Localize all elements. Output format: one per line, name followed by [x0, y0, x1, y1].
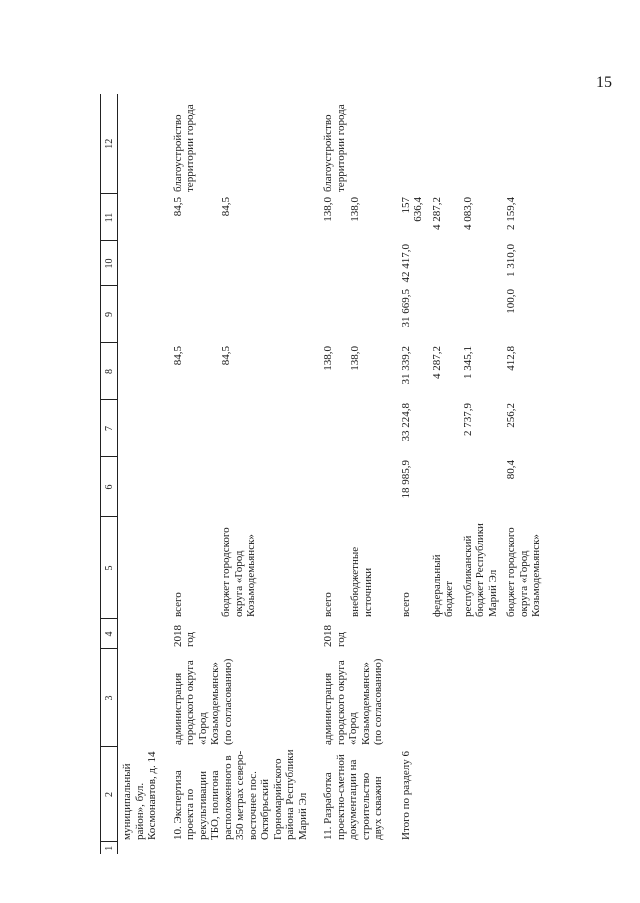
measure-name: 11. Разработка проектно-сметной документации на строительство двух скважин: [322, 754, 384, 840]
value-cell: [217, 457, 312, 517]
value-cell: 31 339,2: [399, 346, 412, 385]
table-row: [312, 94, 346, 854]
continuation-row: [118, 94, 162, 854]
purpose: благоустройство территории города: [322, 104, 347, 192]
value-cell: 84,5: [171, 346, 184, 366]
value-cell: 1 310,0: [505, 244, 517, 277]
value-cell: 18 985,9: [399, 460, 412, 499]
value-cell: [217, 241, 312, 286]
col-header: 12: [101, 94, 118, 194]
value-cell: [217, 286, 312, 343]
measure-name: 10. Экспертиза проекта по рекультивации ТБО, полигона расположенного в 350 метрах северо-восточнее пос. Октябрьский Горномарийского района Республики Марий Эл: [171, 749, 309, 840]
year: 2018 год: [322, 625, 347, 647]
purpose: благоустройство территории города: [171, 104, 196, 192]
value-cell: 2 159,4: [505, 197, 517, 230]
source-label: федеральный бюджет: [430, 554, 455, 617]
value-cell: [459, 241, 503, 286]
value-cell: 412,8: [505, 346, 517, 371]
col-header: 1: [101, 842, 118, 854]
value-cell: 80,4: [505, 460, 517, 480]
source-label: всего: [322, 592, 334, 617]
value-cell: 84,5: [220, 346, 233, 366]
value-cell: [162, 457, 218, 517]
col-header: 9: [101, 286, 118, 343]
value-cell: [459, 457, 503, 517]
value-cell: [428, 457, 459, 517]
executor: администрация городского округа «Город Козьмодемьянск» (по согласованию): [322, 658, 384, 745]
value-cell: [459, 286, 503, 343]
value-cell: [217, 400, 312, 457]
header-row: [101, 94, 118, 854]
value-cell: [162, 286, 218, 343]
value-cell: 157 636,4: [399, 197, 424, 222]
col-header: 8: [101, 343, 118, 400]
total-row: [388, 94, 428, 854]
value-cell: 256,2: [505, 403, 517, 428]
table-row: [162, 94, 218, 854]
value-cell: 2 737,9: [461, 403, 474, 436]
executor: администрация городского округа «Город Козьмодемьянск» (по согласованию): [171, 658, 234, 745]
value-cell: [312, 286, 346, 343]
col-header: 6: [101, 457, 118, 517]
value-cell: 4 287,2: [430, 197, 443, 230]
value-cell: [428, 241, 459, 286]
value-cell: [162, 241, 218, 286]
value-cell: 33 224,8: [399, 403, 412, 442]
col-header: 7: [101, 400, 118, 457]
total-label: Итого по разделу 6: [399, 751, 412, 840]
value-cell: 138,0: [349, 197, 362, 222]
col-header: 10: [101, 241, 118, 286]
value-cell: 138,0: [322, 197, 334, 222]
value-cell: 84,5: [171, 197, 184, 217]
col-header: 5: [101, 517, 118, 619]
value-cell: 138,0: [349, 346, 362, 371]
value-cell: 4 083,0: [461, 197, 474, 230]
year: 2018 год: [171, 625, 196, 647]
value-cell: [312, 457, 346, 517]
value-cell: [428, 286, 459, 343]
value-cell: 84,5: [220, 197, 233, 217]
value-cell: [162, 400, 218, 457]
value-cell: 138,0: [322, 346, 334, 371]
col-header: 3: [101, 649, 118, 747]
source-label: всего: [399, 592, 412, 617]
page-number: 15: [596, 74, 612, 91]
value-cell: [346, 286, 387, 343]
continuation-text: муниципальный район», бул. Космонавтов, д. 14: [121, 751, 158, 840]
rotated-table-page: [100, 94, 560, 854]
value-cell: [346, 400, 387, 457]
value-cell: [346, 457, 387, 517]
col-header: 11: [101, 194, 118, 241]
value-cell: [428, 400, 459, 457]
source-label: республиканский бюджет Республики Марий Эл: [461, 523, 499, 617]
value-cell: 4 287,2: [430, 346, 443, 379]
value-cell: 42 417,0: [399, 244, 412, 283]
value-cell: 31 669,5: [399, 289, 412, 328]
value-cell: 1 345,1: [461, 346, 474, 379]
source-label: бюджет городского округа «Город Козьмодемьянск»: [505, 527, 542, 617]
budget-table: [100, 94, 546, 854]
value-cell: 100,0: [505, 289, 517, 314]
value-cell: [312, 400, 346, 457]
value-cell: [312, 241, 346, 286]
value-cell: [346, 241, 387, 286]
col-header: 2: [101, 747, 118, 842]
source-label: внебюджетные источники: [349, 546, 374, 617]
source-label: всего: [171, 592, 184, 617]
col-header: 4: [101, 619, 118, 649]
source-label: бюджет городского округа «Город Козьмодемьянск»: [220, 527, 258, 617]
